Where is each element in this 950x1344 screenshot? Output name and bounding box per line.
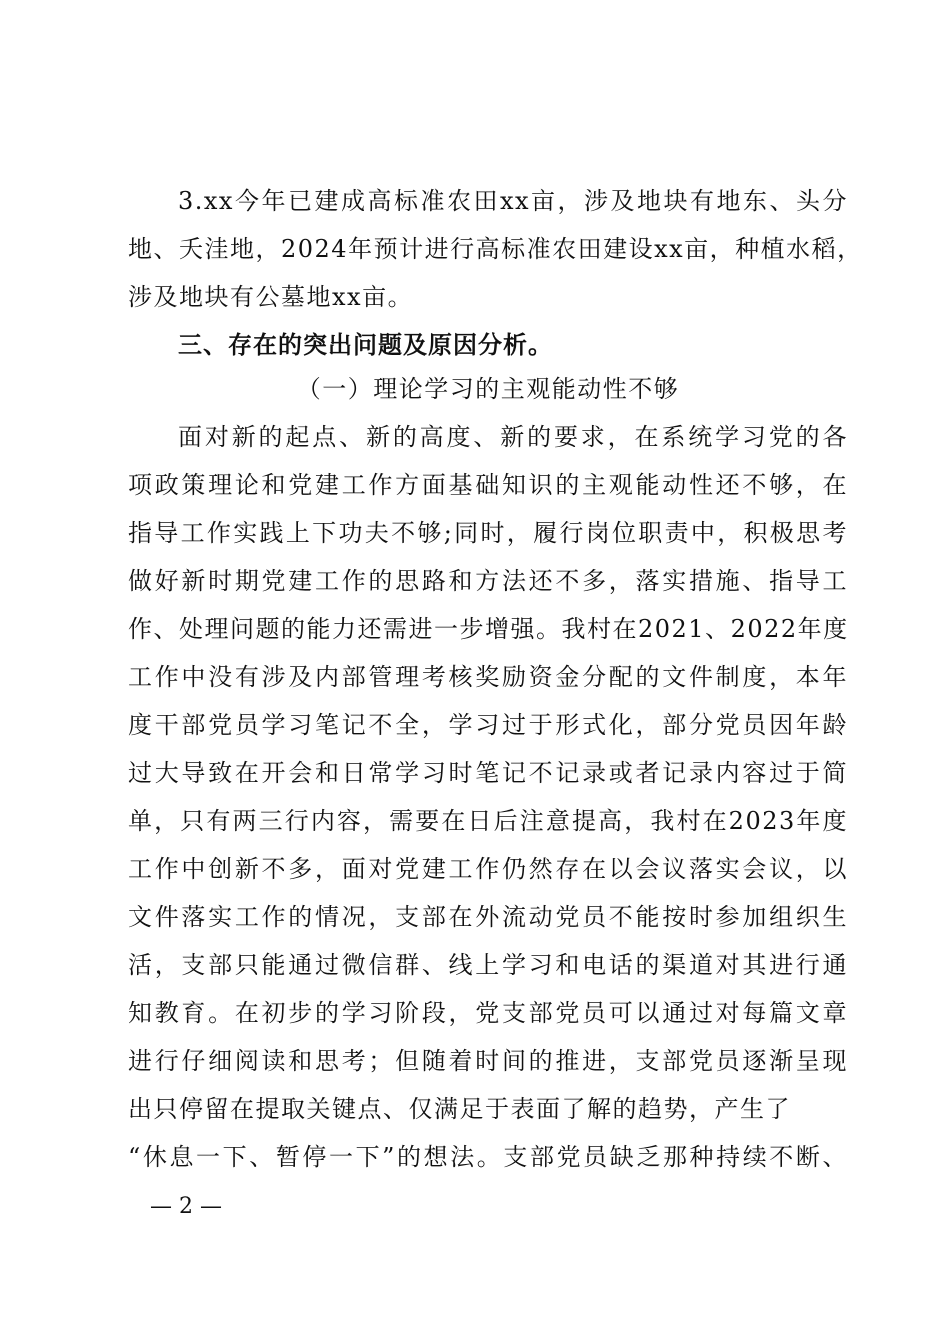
body-line-3: 指导工作实践上下功夫不够;同时，履行岗位职责中，积极思考	[128, 519, 848, 547]
body-line-12: 活，支部只能通过微信群、线上学习和电话的渠道对其进行通	[128, 951, 848, 979]
body-line-7: 度干部党员学习笔记不全，学习过于形式化，部分党员因年龄	[128, 711, 848, 739]
body-line-2: 项政策理论和党建工作方面基础知识的主观能动性还不够，在	[128, 471, 848, 499]
paragraph-3-line-1: 3.xx今年已建成高标准农田xx亩，涉及地块有地东、头分	[178, 187, 848, 215]
section-heading: 三、存在的突出问题及原因分析。	[178, 331, 553, 359]
body-line-5: 作、处理问题的能力还需进一步增强。我村在2021、2022年度	[128, 615, 849, 643]
body-line-14: 进行仔细阅读和思考；但随着时间的推进，支部党员逐渐呈现	[128, 1047, 848, 1075]
page-number: — 2 —	[150, 1194, 222, 1219]
body-line-11: 文件落实工作的情况，支部在外流动党员不能按时参加组织生	[128, 903, 848, 931]
body-line-6: 工作中没有涉及内部管理考核奖励资金分配的文件制度，本年	[128, 663, 848, 691]
body-line-8: 过大导致在开会和日常学习时笔记不记录或者记录内容过于简	[128, 759, 848, 787]
body-line-16: “休息一下、暂停一下”的想法。支部党员缺乏那种持续不断、	[128, 1143, 848, 1171]
body-line-1: 面对新的起点、新的高度、新的要求，在系统学习党的各	[178, 423, 848, 451]
paragraph-3-line-2: 地、夭洼地，2024年预计进行高标准农田建设xx亩，种植水稻，	[128, 235, 863, 263]
body-line-4: 做好新时期党建工作的思路和方法还不多，落实措施、指导工	[128, 567, 848, 595]
body-line-10: 工作中创新不多，面对党建工作仍然存在以会议落实会议，以	[128, 855, 848, 883]
paragraph-3-line-3: 涉及地块有公墓地xx亩。	[128, 283, 414, 311]
body-line-15: 出只停留在提取关键点、仅满足于表面了解的趋势，产生了	[128, 1095, 791, 1123]
subsection-heading: （一）理论学习的主观能动性不够	[296, 375, 680, 403]
body-line-9: 单，只有两三行内容，需要在日后注意提高，我村在2023年度	[128, 807, 848, 835]
body-line-13: 知教育。在初步的学习阶段，党支部党员可以通过对每篇文章	[128, 999, 848, 1027]
